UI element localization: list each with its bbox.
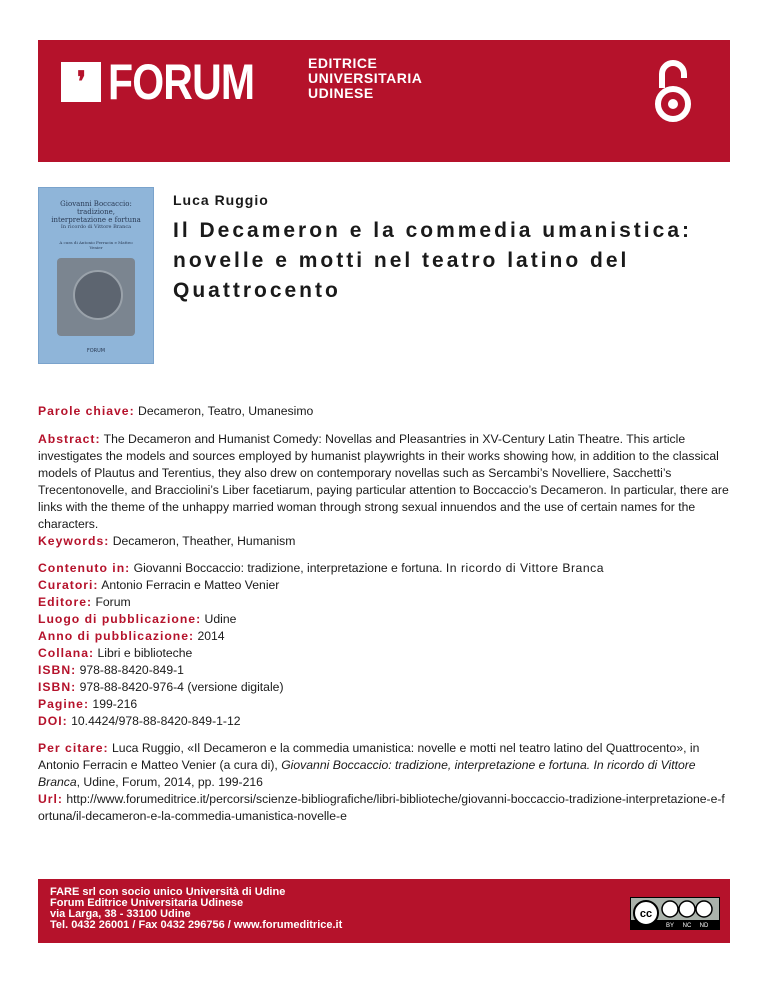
cc-by-label: BY [665, 923, 675, 929]
keywords-en-label: Keywords: [38, 534, 110, 548]
forum-logo-icon: ❜ [61, 62, 101, 102]
article-author: Luca Ruggio [173, 192, 269, 208]
detail-place: Luogo di pubblicazione: Udine [38, 612, 237, 626]
abstract-block [38, 431, 730, 550]
cover-editors: A cura di Antonio Ferracin e Matteo Venier [59, 240, 133, 250]
publication-details [38, 560, 730, 730]
detail-isbn-print: ISBN: 978-88-8420-849-1 [38, 663, 184, 677]
svg-text:cc: cc [639, 908, 653, 920]
brand-name: FORUM [108, 54, 255, 110]
cc-nd-label: ND [699, 923, 709, 929]
abstract [38, 431, 730, 533]
citation-label: Per citare: [38, 741, 109, 755]
detail-doi: DOI: 10.4424/978-88-8420-849-1-12 [38, 714, 241, 728]
detail-year: Anno di pubblicazione: 2014 [38, 629, 225, 643]
brand-subtitle-line: EDITRICE [308, 55, 378, 71]
keywords-it-label: Parole chiave: [38, 404, 135, 418]
keywords-en-value: Decameron, Theather, Humanism [112, 534, 296, 548]
url-row [38, 791, 730, 825]
keywords-it-value: Decameron, Teatro, Umanesimo [138, 404, 314, 418]
article-title: Il Decameron e la commedia umanistica: novelle e motti nel teatro latino del Quattrocento [173, 219, 692, 302]
detail-series: Collana: Libri e biblioteche [38, 646, 193, 660]
book-cover [38, 187, 154, 364]
cover-publisher: FORUM [86, 348, 106, 354]
open-access-icon [652, 56, 694, 126]
medallion-icon [73, 270, 123, 320]
brand-subtitle [308, 56, 422, 101]
footer-contact[interactable]: Tel. 0432 26001 / Fax 0432 296756 / www.forumeditrice.it [50, 919, 343, 931]
citation: Per citare: Luca Ruggio, «Il Decameron e la commedia umanistica: novelle e motti nel teatro latino del Quattrocento», in Antonio Ferracin e Matteo Venier (a cura di), Giovanni Boccaccio: tradizione, interpretazione e fortuna. In ricordo di Vittore Branca, Udine, Forum, 2014, pp. 199-216 [38, 741, 700, 789]
keywords-en [38, 533, 730, 550]
detail-isbn-digital: ISBN: 978-88-8420-976-4 (versione digitale) [38, 680, 284, 694]
publisher-footer [38, 879, 730, 943]
brand-subtitle-line: UDINESE [308, 85, 374, 101]
url-label: Url: [38, 792, 63, 806]
cc-by-nc-nd-icon[interactable] [630, 897, 720, 930]
cover-title: Giovanni Boccaccio: tradizione, interpretazione e fortuna In ricordo di Vittore Branca [51, 200, 141, 230]
detail-publisher: Editore: Forum [38, 595, 131, 609]
abstract-label: Abstract: [38, 432, 101, 446]
detail-contained-in: Contenuto in: Giovanni Boccaccio: tradizione, interpretazione e fortuna. In ricordo di Vittore Branca [38, 561, 604, 575]
cover-image [57, 258, 135, 336]
cc-nc-label: NC [682, 923, 692, 929]
detail-editors: Curatori: Antonio Ferracin e Matteo Venier [38, 578, 280, 592]
citation-block [38, 740, 730, 825]
article-url-link[interactable]: http://www.forumeditrice.it/percorsi/scienze-bibliografiche/libri-biblioteche/giovanni-boccaccio-tradizione-interpretazione-e-fortuna/il-decameron-e-la-commedia-umanistica-novelle-e [38, 792, 725, 823]
detail-pages: Pagine: 199-216 [38, 697, 138, 711]
publisher-banner [38, 40, 730, 162]
keywords-it [38, 403, 730, 420]
abstract-text: The Decameron and Humanist Comedy: Novellas and Pleasantries in XV-Century Latin Theatre. This article investigates the models and sources employed by humanist playwrights in their works showing how, in addition to the classical models of Plautus and Terentius, they also drew on contemporary novellas such as Sercambi’s Novelliere, Sacchetti’s Trecentonovelle, and Bracciolini’s Liber facetiarum, paying particular attention to Boccaccio’s Decameron. In particular, there are links with the theme of the unhappy married woman through strong sexual innuendos and the use of certain names for the characters. [38, 432, 729, 531]
footer-text: FARE srl con socio unico Università di Udine Forum Editrice Universitaria Udinese via Larga, 38 - 33100 Udine Tel. 0432 26001 / Fax 0432 296756 / www.forumeditrice.it [50, 886, 343, 931]
brand-subtitle-line: UNIVERSITARIA [308, 70, 423, 86]
